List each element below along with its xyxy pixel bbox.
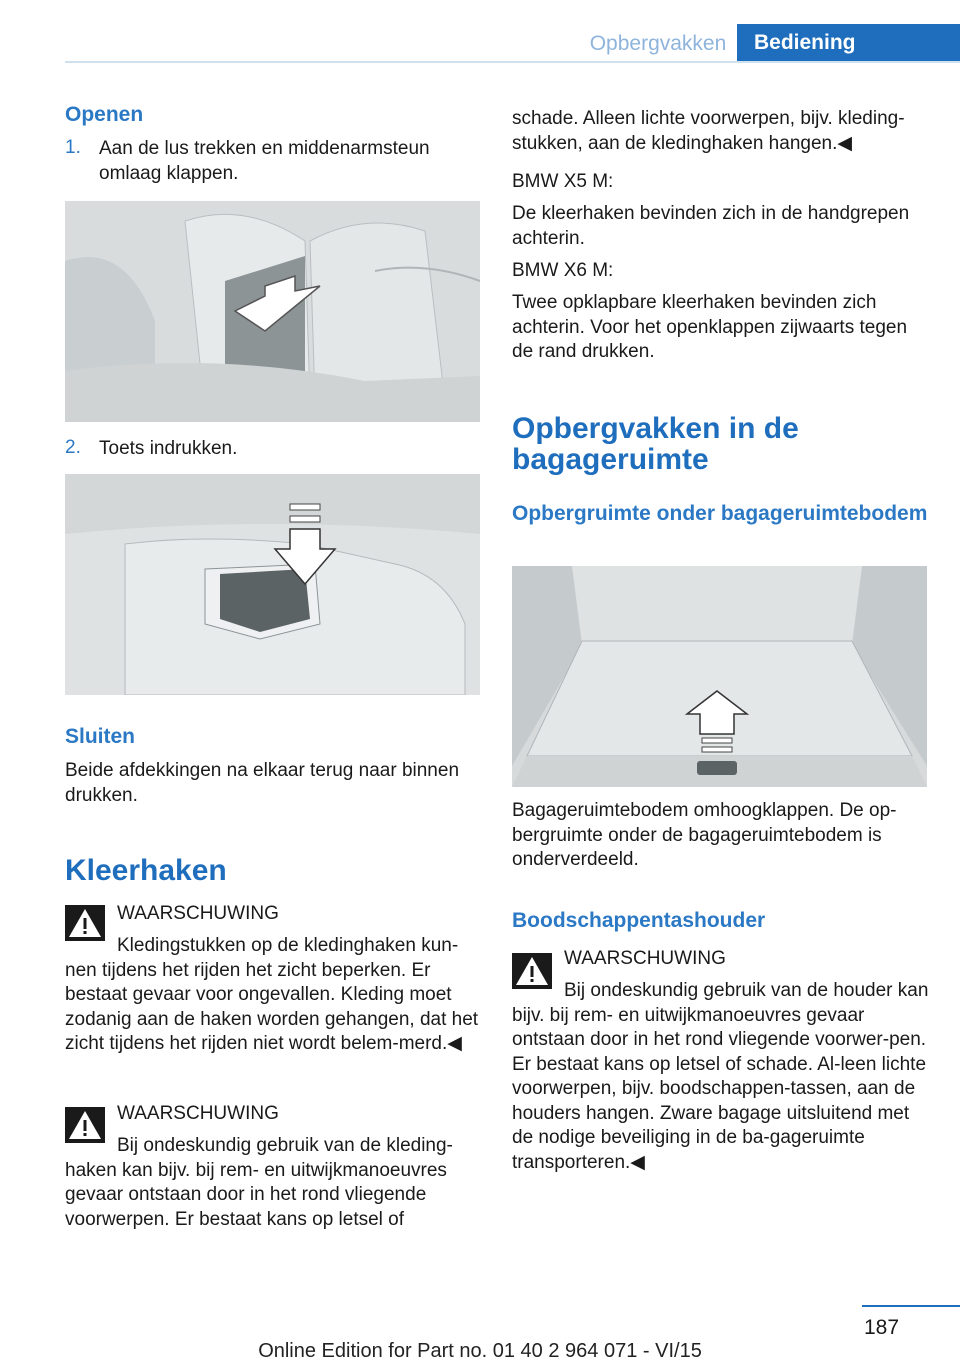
warning-title: WAARSCHUWING [117,1103,279,1124]
page-number: 187 [864,1316,900,1339]
header-rule [65,61,960,63]
boodschap-heading: Boodschappentashouder [512,909,766,932]
x5-label: BMW X5 M: [512,171,614,192]
warning-text: Bij ondeskundig gebruik van de houder kan bijv. bij rem- en uitwijkmanoeuvres gevaar ontstaan door in het rond vliegende voorwer-pen. Er bestaat kans op letsel of schade. Al-leen lichte voorwerpen, bijv. boodschappen-tassen, aan de houders hangen. Zware bagage uitsluitend met de nodige beveiliging in de ba-gageruimte transporteren.◀ [512,980,929,1173]
warning-text: Bij ondeskundig gebruik van de kleding-haken kan bijv. bij rem- en uitwijkmanoeuvres gevaar ontstaan door in het rond vliegende voorwerpen. Er bestaat kans op letsel of [65,1135,453,1230]
armrest-fold-image [65,201,480,422]
step-number: 2. [65,437,81,458]
step-number: 1. [65,137,81,158]
warning-text: Kledingstukken op de kledinghaken kun-nen tijdens het rijden het zicht beperken. Er bestaat gevaar voor ongevallen. Kleding moet zodanig aan de haken worden gehangen, dat het zicht tijdens het rijden niet wordt belem-merd.◀ [65,935,479,1054]
sluiten-text: Beide afdekkingen na elkaar terug naar binnen drukken. [65,760,460,806]
warning-title: WAARSCHUWING [564,948,726,969]
step-text: Toets indrukken. [99,438,238,459]
bagage-heading: Opbergvakken in de bagageruimte [512,412,799,476]
x6-label: BMW X6 M: [512,260,614,281]
onder-heading: Opbergruimte onder bagageruimtebodem [512,502,928,525]
header-tab-section: Opbergvakken [589,32,727,55]
trunk-floor-image [512,566,927,787]
openen-heading: Openen [65,103,144,126]
warning-title: WAARSCHUWING [117,903,279,924]
kleerhaken-heading: Kleerhaken [65,854,227,887]
x5-text: De kleerhaken bevinden zich in de handgrepen achterin. [512,203,910,249]
footer-rule [862,1305,960,1307]
armrest-button-image [65,474,480,695]
x6-text: Twee opklapbare kleerhaken bevinden zich achterin. Voor het openklappen zijwaarts tegen de rand drukken. [512,292,908,362]
continued-text: schade. Alleen lichte voorwerpen, bijv. kleding-stukken, aan de kledinghaken hangen.◀ [512,108,905,154]
header-tab-chapter: Bediening [737,24,960,62]
onder-text: Bagageruimtebodem omhoogklappen. De op-bergruimte onder de bagageruimtebodem is onderverdeeld. [512,800,897,870]
step-text: Aan de lus trekken en middenarmsteun omlaag klappen. [99,138,430,184]
sluiten-heading: Sluiten [65,725,136,748]
edition-line: Online Edition for Part no. 01 40 2 964 071 - VI/15 [258,1340,702,1362]
